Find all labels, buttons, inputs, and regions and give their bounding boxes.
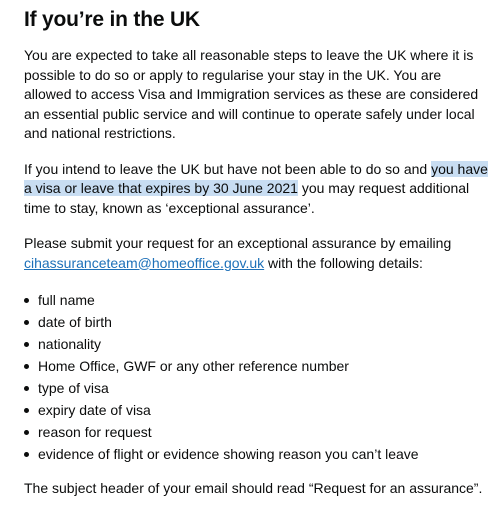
list-item [24,311,490,333]
list-item-text: type of visa [38,380,109,396]
section-heading: If you’re in the UK [24,8,200,31]
bullet-icon [24,452,29,457]
list-item [24,333,490,355]
email-link[interactable]: cihassuranceteam@homeoffice.gov.uk [24,254,265,271]
article-content [24,6,490,515]
bullet-icon [24,342,29,347]
list-item-text: date of birth [38,314,112,330]
paragraph-subject-header: The subject header of your email should read “Request for an assurance”. [24,480,483,496]
list-item [24,443,490,465]
bullet-icon [24,320,29,325]
highlighted-text: you have a visa or leave that expires by 30 June 2021 [24,160,488,196]
list-item-text: nationality [38,336,102,352]
paragraph-leave-uk: You are expected to take all reasonable steps to leave the UK where it is possible to do so or apply to regularise your stay in the UK. You are allowed to access Visa and Immigration services as these are considered an essential public service and will continue to operate safely under local and national restrictions. [24,47,479,141]
bullet-icon [24,430,29,435]
bullet-icon [24,386,29,391]
list-item-text: expiry date of visa [38,402,151,418]
list-item-text: full name [38,292,95,308]
paragraph-text: you may request additional time to stay, known as ‘exceptional assurance’. [24,180,470,216]
paragraph-submit-request [24,234,490,273]
list-item-text: evidence of flight or evidence showing reason you can’t leave [38,446,419,462]
list-item [24,421,490,443]
list-item-text: Home Office, GWF or any other reference number [38,358,349,374]
details-list [24,289,490,465]
paragraph-text: Please submit your request for an exceptional assurance by emailing [24,235,452,251]
list-item [24,355,490,377]
bullet-icon [24,408,29,413]
list-item [24,377,490,399]
paragraph-exceptional-assurance [24,160,490,219]
paragraph-text: If you intend to leave the UK but have not been able to do so and [24,160,432,177]
list-item-text: reason for request [38,424,152,440]
paragraph-text: with the following details: [264,254,423,271]
list-item [24,289,490,311]
bullet-icon [24,298,29,303]
bullet-icon [24,364,29,369]
list-item [24,399,490,421]
